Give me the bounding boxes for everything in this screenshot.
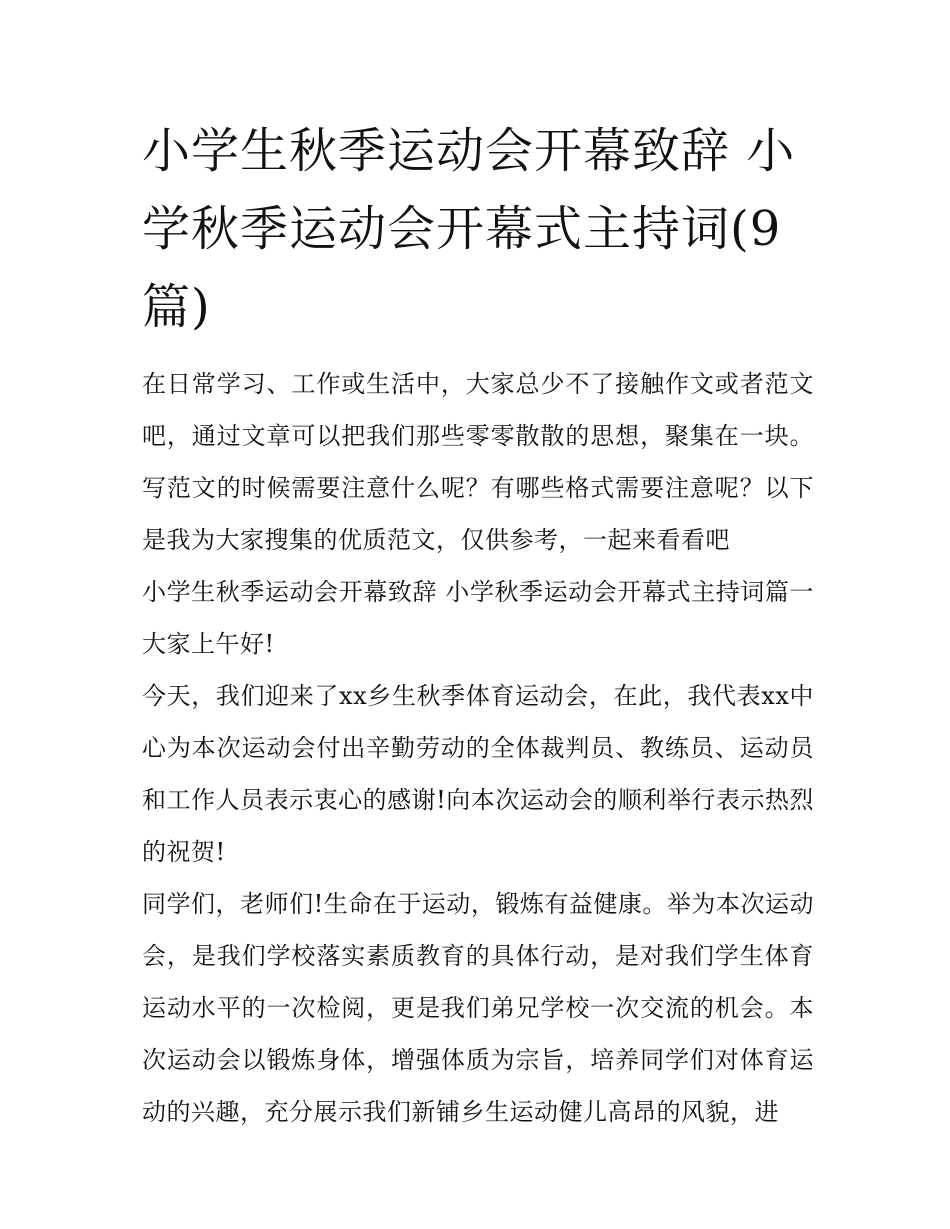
document-body: [142, 358, 814, 1138]
paragraph-section-heading: 小学生秋季运动会开幕致辞 小学秋季运动会开幕式主持词篇一 大家上午好!: [142, 578, 814, 658]
document-content: [142, 112, 814, 1138]
paragraph-intro: 在日常学习、工作或生活中，大家总少不了接触作文或者范文吧，通过文章可以把我们那些零零散散的思想，聚集在一块。写范文的时候需要注意什么呢？有哪些格式需要注意呢？以下是我为大家搜集的优质范文，仅供参考，一起来看看吧: [142, 370, 814, 554]
paragraph-welcome: 今天，我们迎来了xx乡生秋季体育运动会，在此，我代表xx中心为本次运动会付出辛勤劳动的全体裁判员、教练员、运动员和工作人员表示衷心的感谢!向本次运动会的顺利举行表示热烈的祝贺!: [142, 682, 814, 866]
paragraph-speech: 同学们，老师们!生命在于运动，锻炼有益健康。举为本次运动会，是我们学校落实素质教育的具体行动，是对我们学生体育运动水平的一次检阅，更是我们弟兄学校一次交流的机会。本次运动会以锻炼身体，增强体质为宗旨，培养同学们对体育运动的兴趣，充分展示我们新铺乡生运动健儿高昂的风貌，进: [142, 890, 814, 1126]
document-title: 小学生秋季运动会开幕致辞 小学秋季运动会开幕式主持词(9篇): [142, 123, 796, 335]
